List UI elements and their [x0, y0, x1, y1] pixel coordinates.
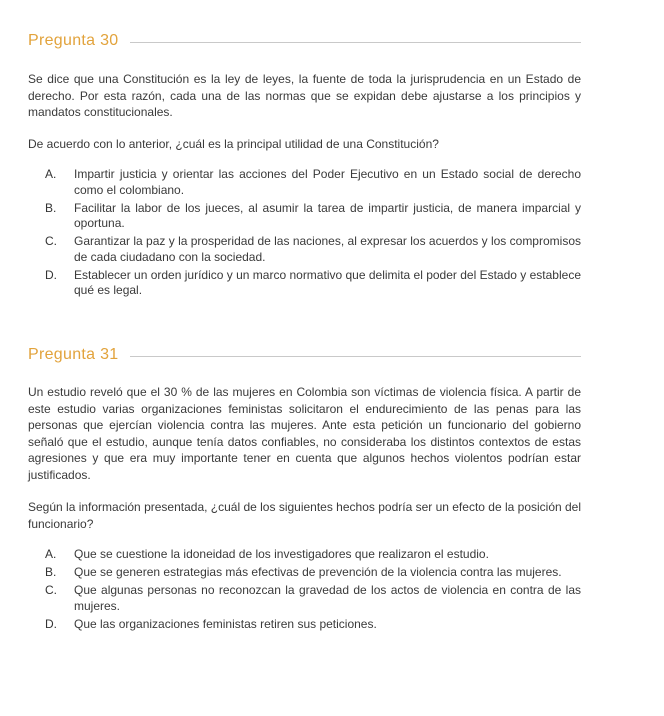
option-a[interactable]: [45, 167, 581, 198]
option-text: Establecer un orden jurídico y un marco normativo que delimita el poder del Estado y establece qué es legal.: [74, 267, 581, 297]
question-context: Un estudio reveló que el 30 % de las mujeres en Colombia son víctimas de violencia física. A partir de este estudio varias organizaciones feministas solicitaron el endurecimiento de las penas para las personas que ejercían violencia contra las mujeres. Ante esta petición un funcionario del gobierno señaló que el estudio, aunque tenía datos confiables, no consideraba los distintos contextos de estas agresiones y que era muy importante tener en cuenta que algunos hechos violentos podrían estar justificados.: [28, 385, 581, 482]
option-d[interactable]: [45, 268, 581, 299]
option-text: Que se cuestione la idoneidad de los investigadores que realizaron el estudio.: [74, 547, 489, 561]
answer-options: [28, 547, 581, 632]
question-30: [28, 30, 581, 301]
header-rule: [130, 356, 581, 357]
option-letter: C.: [45, 234, 57, 248]
question-title: Pregunta 30: [28, 32, 119, 49]
question-stem: De acuerdo con lo anterior, ¿cuál es la principal utilidad de una Constitución?: [28, 136, 439, 151]
option-d[interactable]: [45, 617, 581, 633]
option-letter: C.: [45, 583, 57, 597]
option-text: Que algunas personas no reconozcan la gravedad de los actos de violencia en contra de las mujeres.: [74, 583, 581, 613]
question-header: [28, 30, 581, 52]
option-letter: B.: [45, 565, 57, 579]
option-letter: D.: [45, 616, 57, 631]
option-c[interactable]: [45, 583, 581, 614]
option-letter: A.: [45, 167, 57, 181]
question-header: [28, 344, 581, 366]
option-a[interactable]: [45, 547, 581, 563]
option-text: Que se generen estrategias más efectivas de prevención de la violencia contra las mujeres.: [74, 565, 562, 579]
question-title: Pregunta 31: [28, 346, 119, 363]
question-31: [28, 344, 581, 635]
option-letter: B.: [45, 200, 57, 215]
option-text: Impartir justicia y orientar las acciones del Poder Ejecutivo en un Estado social de derecho como el colombiano.: [74, 167, 581, 197]
option-c[interactable]: [45, 234, 581, 265]
option-text: Garantizar la paz y la prosperidad de las naciones, al expresar los acuerdos y los compromisos de cada ciudadano con la sociedad.: [74, 234, 581, 264]
option-b[interactable]: [45, 201, 581, 232]
question-context: Se dice que una Constitución es la ley de leyes, la fuente de toda la jurisprudencia en un Estado de derecho. Por esta razón, cada una de las normas que se expidan debe ajustarse a los principios y mandatos constitucionales.: [28, 72, 581, 119]
answer-options: [28, 167, 581, 299]
header-rule: [130, 42, 581, 43]
option-b[interactable]: [45, 565, 581, 581]
question-stem: Según la información presentada, ¿cuál de los siguientes hechos podría ser un efecto de la posición del funcionario?: [28, 500, 582, 531]
option-letter: D.: [45, 267, 57, 282]
option-text: Que las organizaciones feministas retiren sus peticiones.: [74, 616, 377, 631]
option-letter: A.: [45, 547, 57, 561]
option-text: Facilitar la labor de los jueces, al asumir la tarea de impartir justicia, de manera imparcial y oportuna.: [74, 200, 581, 230]
